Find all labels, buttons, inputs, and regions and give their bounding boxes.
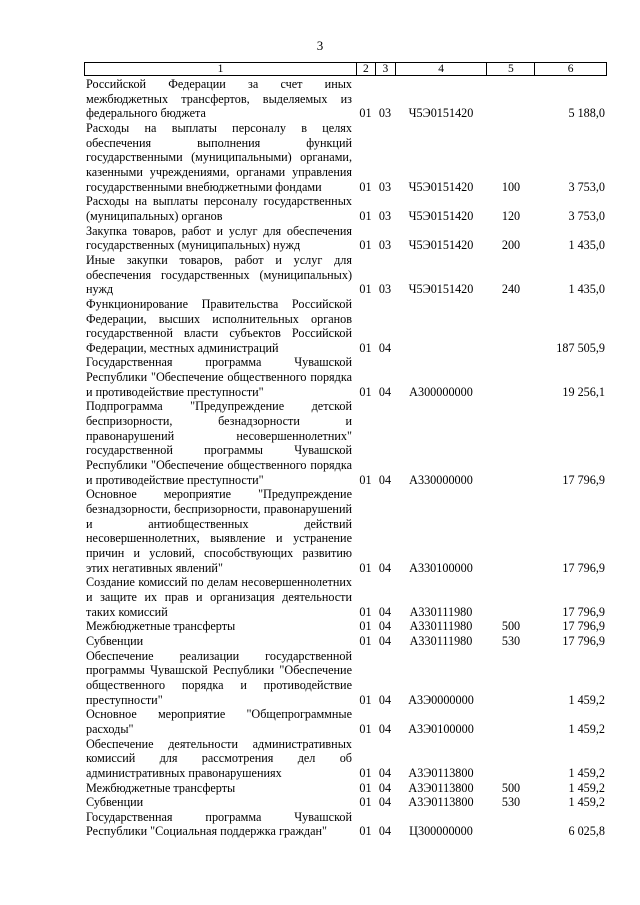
row-amount: 1 459,2 <box>568 780 605 795</box>
row-target-code: А330111980 <box>409 619 473 634</box>
row-amount: 1 459,2 <box>568 765 605 780</box>
row-target-code: Ч5Э0151420 <box>408 282 474 297</box>
table-row <box>84 399 607 487</box>
row-target-code: А3Э0113800 <box>408 795 474 810</box>
row-target-code: А3Э0000000 <box>408 692 474 707</box>
row-section: 01 <box>359 179 372 194</box>
row-target-code: А300000000 <box>409 384 473 399</box>
row-description: Основное мероприятие "Общепрограммные расходы" <box>86 707 352 736</box>
table-row <box>84 707 607 736</box>
header-cell: 5 <box>486 63 534 75</box>
row-subsection: 04 <box>378 765 392 780</box>
row-section: 01 <box>359 560 372 575</box>
row-subsection: 03 <box>378 106 392 121</box>
row-expense-type: 100 <box>501 179 521 194</box>
row-amount: 1 459,2 <box>568 721 605 736</box>
table-row <box>84 355 607 399</box>
row-amount: 17 796,9 <box>562 560 605 575</box>
row-section: 01 <box>359 340 372 355</box>
table-row <box>84 77 607 121</box>
table-row <box>84 649 607 708</box>
row-section: 01 <box>359 238 372 253</box>
row-target-code: Ч5Э0151420 <box>408 208 474 223</box>
row-amount: 6 025,8 <box>568 824 605 839</box>
row-expense-type: 120 <box>501 208 521 223</box>
row-description: Субвенции <box>86 795 144 810</box>
row-amount: 1 435,0 <box>568 238 605 253</box>
row-description: Государственная программа Чувашской Республики "Социальная поддержка граждан" <box>86 809 352 839</box>
row-expense-type: 200 <box>501 238 521 253</box>
row-section: 01 <box>359 604 372 619</box>
row-description: Межбюджетные трансферты <box>86 780 236 795</box>
row-target-code: А3Э0113800 <box>408 780 474 795</box>
row-subsection: 04 <box>378 619 392 634</box>
row-target-code: Ч5Э0151420 <box>408 238 474 253</box>
row-amount: 187 505,9 <box>556 340 605 355</box>
row-section: 01 <box>359 765 372 780</box>
header-cell: 4 <box>395 63 487 75</box>
row-description: Расходы на выплаты персоналу в целях обеспечения выполнения функций государственными (муниципальными) органами, казенными учреждениями, органами управления государственными внебюджетными фондами <box>86 120 352 194</box>
row-expense-type: 240 <box>501 282 521 297</box>
row-subsection: 04 <box>378 472 392 487</box>
row-description: Обеспечение деятельности административных комиссий для рассмотрения дел об административных правонарушениях <box>86 736 352 780</box>
row-expense-type: 500 <box>501 780 521 795</box>
row-target-code: А330100000 <box>409 560 473 575</box>
row-description: Основное мероприятие "Предупреждение безнадзорности, беспризорности, правонарушений и антиобщественных действий несовершеннолетних, выявление и устранение причин и условий, способствующих развитию этих негативных явлений" <box>86 487 352 575</box>
row-subsection: 04 <box>378 795 392 810</box>
row-description: Закупка товаров, работ и услуг для обеспечения государственных (муниципальных) нужд <box>86 223 352 253</box>
header-cell: 1 <box>217 63 224 75</box>
row-section: 01 <box>359 619 372 634</box>
row-amount: 17 796,9 <box>562 633 605 648</box>
header-cell: 2 <box>356 63 375 75</box>
row-amount: 3 753,0 <box>568 208 605 223</box>
row-description: Иные закупки товаров, работ и услуг для обеспечения государственных (муниципальных) нужд <box>86 252 352 297</box>
table-row <box>84 253 607 297</box>
row-section: 01 <box>359 795 372 810</box>
row-amount: 3 753,0 <box>568 179 605 194</box>
row-section: 01 <box>359 721 372 736</box>
table-row <box>84 795 607 810</box>
row-subsection: 04 <box>378 633 392 648</box>
row-subsection: 03 <box>378 238 392 253</box>
row-expense-type: 500 <box>501 619 521 634</box>
table-body <box>84 77 607 839</box>
row-description: Государственная программа Чувашской Республики "Обеспечение общественного порядка и противодействие преступности" <box>86 355 352 399</box>
row-expense-type: 530 <box>501 633 521 648</box>
row-description: Создание комиссий по делам несовершеннолетних и защите их прав и организация деятельности таких комиссий <box>86 575 352 619</box>
row-section: 01 <box>359 208 372 223</box>
row-subsection: 03 <box>378 208 392 223</box>
header-cell: 6 <box>534 63 606 75</box>
budget-table <box>84 62 607 839</box>
row-description: Расходы на выплаты персоналу государственных (муниципальных) органов <box>86 194 352 223</box>
row-description: Функционирование Правительства Российской Федерации, высших исполнительных органов государственной власти субъектов Российской Федерации, местных администраций <box>86 296 352 355</box>
row-subsection: 04 <box>378 692 392 707</box>
table-row <box>84 619 607 634</box>
row-section: 01 <box>359 824 372 839</box>
row-amount: 1 459,2 <box>568 692 605 707</box>
row-target-code: Ц300000000 <box>409 824 473 839</box>
table-header-row <box>84 62 607 76</box>
row-section: 01 <box>359 780 372 795</box>
row-subsection: 04 <box>378 340 392 355</box>
table-row <box>84 194 607 223</box>
row-section: 01 <box>359 633 372 648</box>
row-subsection: 04 <box>378 721 392 736</box>
row-target-code: А3Э0100000 <box>408 721 474 736</box>
row-amount: 17 796,9 <box>562 604 605 619</box>
table-row <box>84 224 607 253</box>
row-section: 01 <box>359 282 372 297</box>
page-number: 3 <box>316 38 324 53</box>
row-amount: 17 796,9 <box>562 472 605 487</box>
row-subsection: 04 <box>378 384 392 399</box>
row-target-code: А3Э0113800 <box>408 765 474 780</box>
row-description: Российской Федерации за счет иных межбюджетных трансфертов, выделяемых из федерального бюджета <box>86 77 352 121</box>
row-section: 01 <box>359 384 372 399</box>
row-description: Субвенции <box>86 633 144 648</box>
row-subsection: 04 <box>378 604 392 619</box>
row-description: Обеспечение реализации государственной программы Чувашской Республики "Обеспечение общественного порядка и противодействие преступности" <box>86 648 352 707</box>
table-row <box>84 575 607 619</box>
table-row <box>84 810 607 839</box>
table-row <box>84 121 607 194</box>
row-subsection: 04 <box>378 780 392 795</box>
row-amount: 19 256,1 <box>562 384 605 399</box>
row-subsection: 04 <box>378 560 392 575</box>
row-subsection: 03 <box>378 179 392 194</box>
table-row <box>84 737 607 781</box>
row-description: Подпрограмма "Предупреждение детской беспризорности, безнадзорности и правонарушений несовершеннолетних" государственной программы Чувашской Республики "Обеспечение общественного порядка и противодействие преступности" <box>86 399 352 487</box>
row-target-code: А330111980 <box>409 633 473 648</box>
row-target-code: А330000000 <box>409 472 473 487</box>
row-target-code: А330111980 <box>409 604 473 619</box>
row-amount: 1 459,2 <box>568 795 605 810</box>
table-row <box>84 297 607 356</box>
table-row <box>84 634 607 649</box>
row-section: 01 <box>359 472 372 487</box>
row-section: 01 <box>359 692 372 707</box>
header-cell: 3 <box>375 63 395 75</box>
row-amount: 1 435,0 <box>568 282 605 297</box>
row-description: Межбюджетные трансферты <box>86 619 236 634</box>
row-subsection: 04 <box>378 824 392 839</box>
row-target-code: Ч5Э0151420 <box>408 179 474 194</box>
row-expense-type: 530 <box>501 795 521 810</box>
row-subsection: 03 <box>378 282 392 297</box>
table-row <box>84 781 607 796</box>
row-amount: 17 796,9 <box>562 619 605 634</box>
table-row <box>84 487 607 575</box>
row-section: 01 <box>359 106 372 121</box>
row-target-code: Ч5Э0151420 <box>408 106 474 121</box>
row-amount: 5 188,0 <box>568 106 605 121</box>
